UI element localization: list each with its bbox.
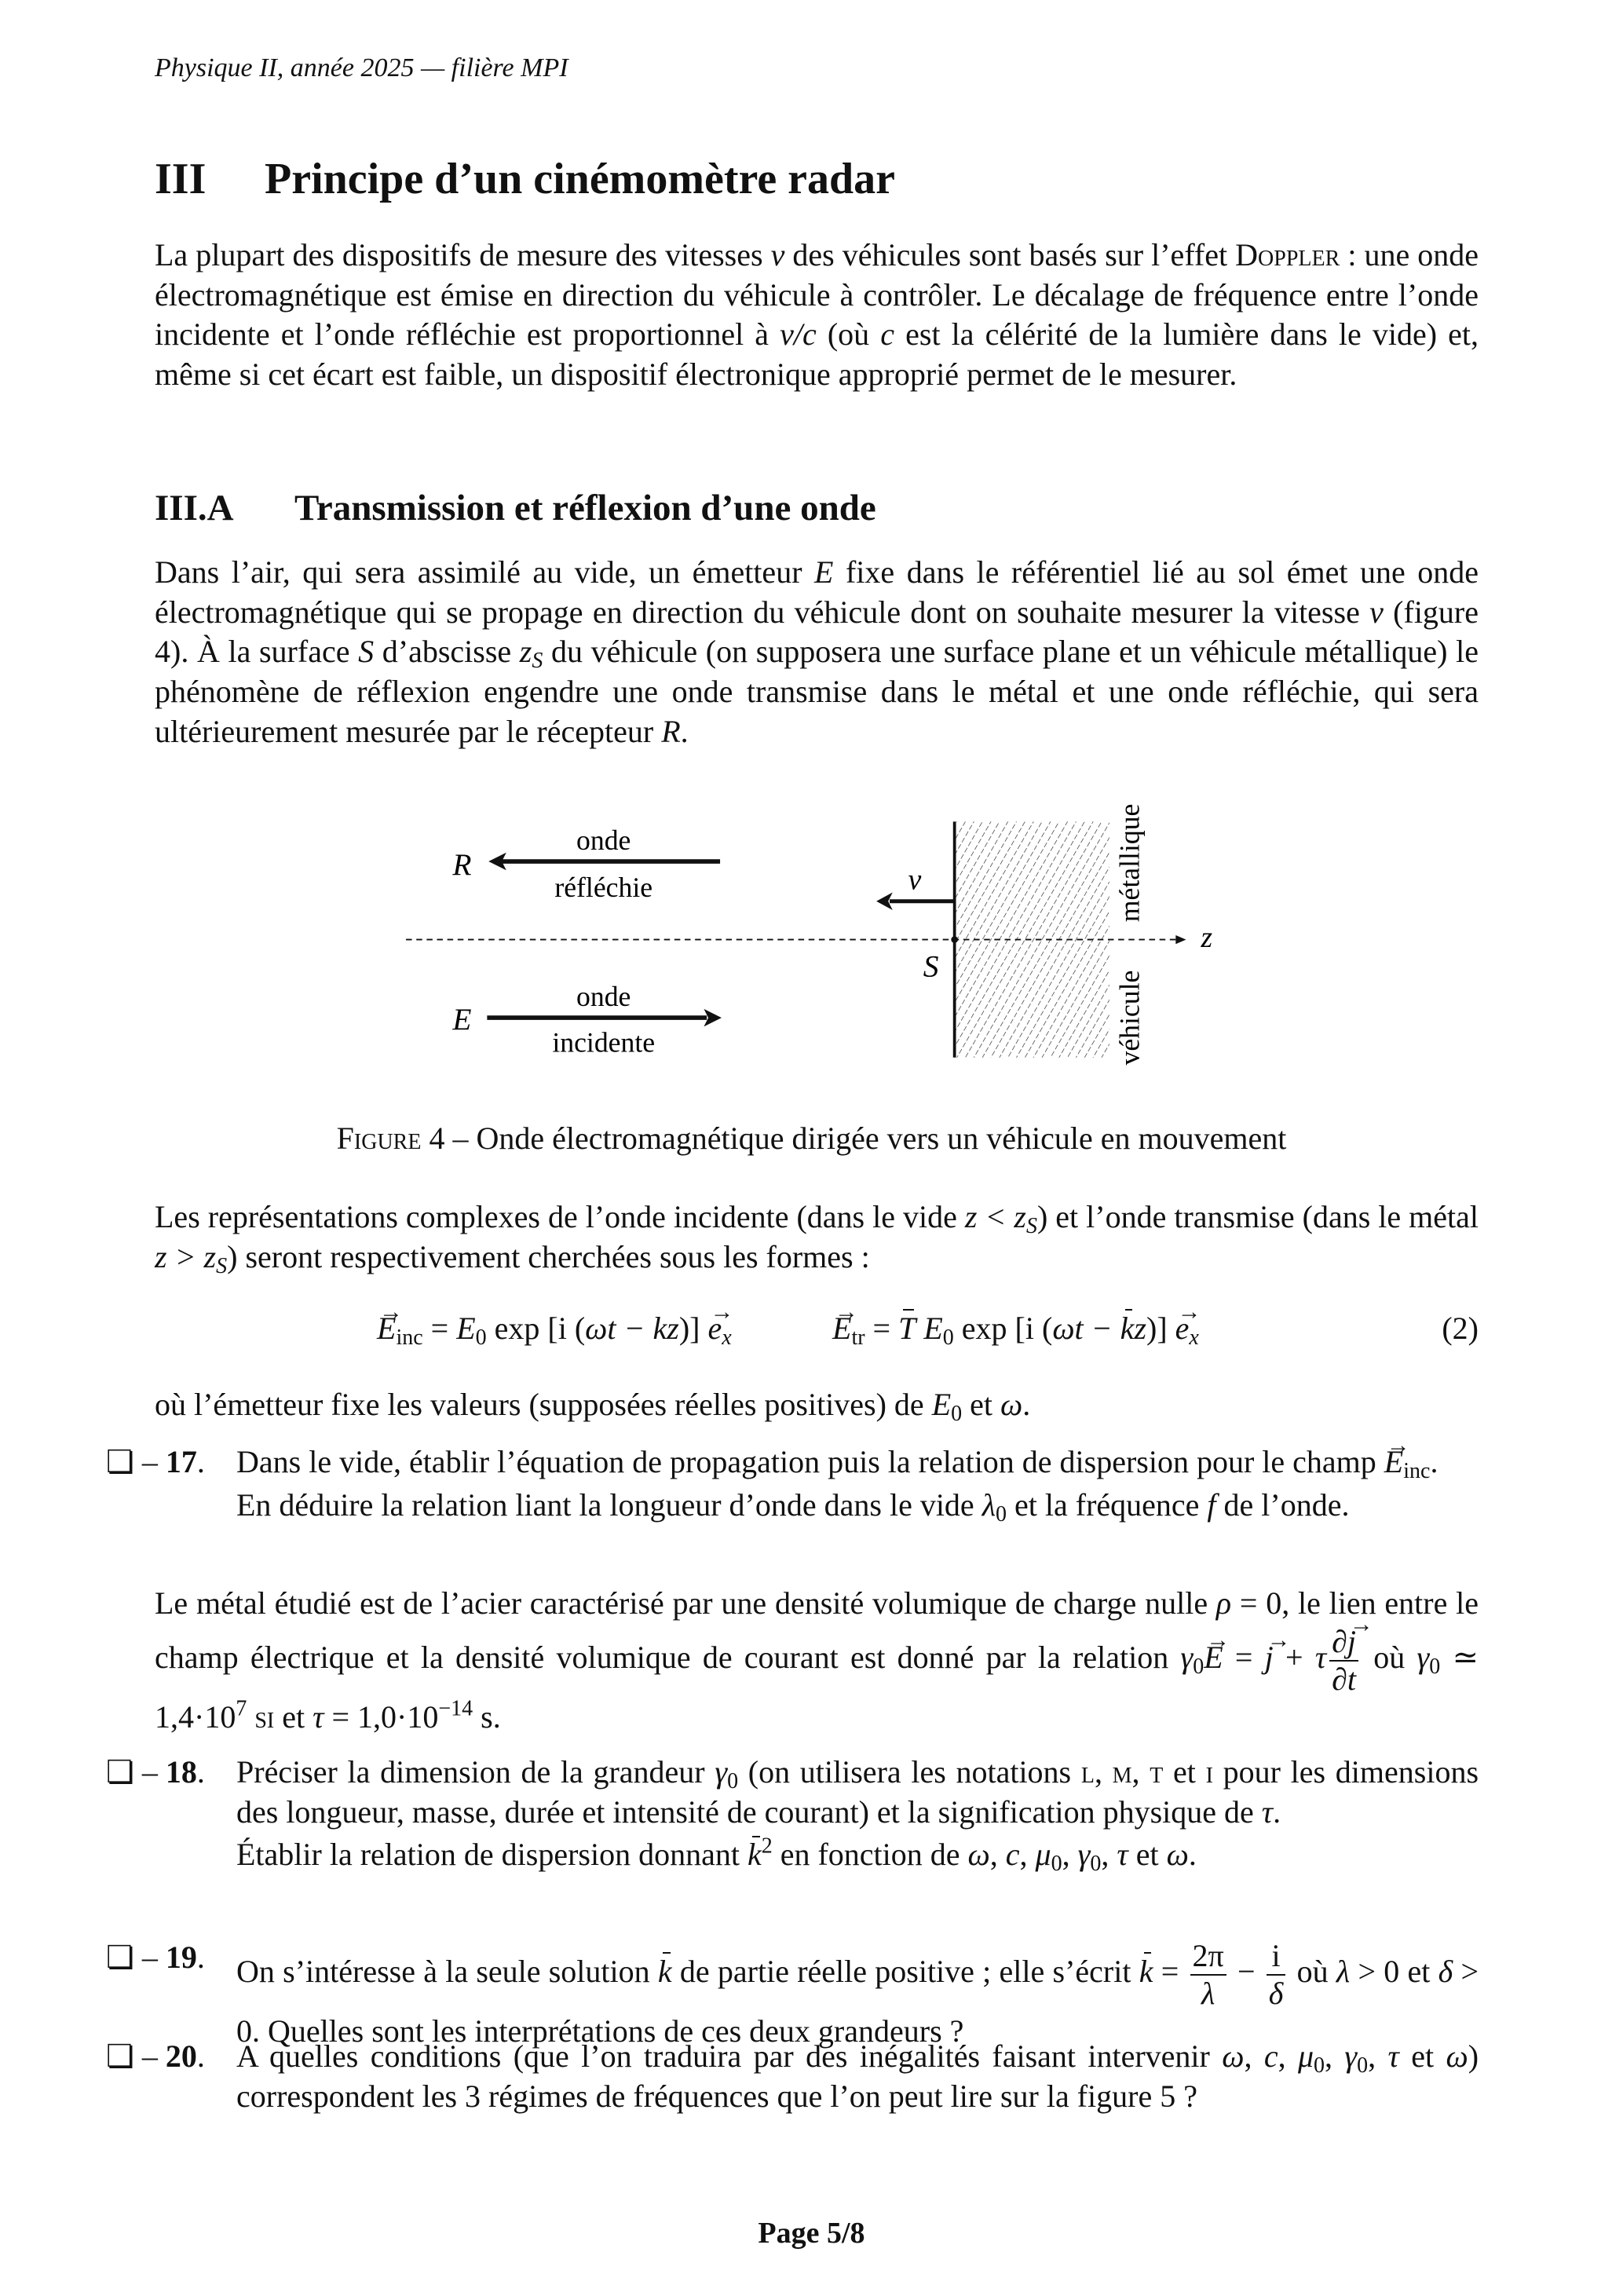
math-m: λ — [1201, 1976, 1215, 2011]
math-m: R — [661, 713, 681, 749]
math-m: τ — [1261, 1793, 1274, 1830]
math-m: ∂ — [1332, 1623, 1347, 1659]
question-dot: . — [196, 1444, 205, 1479]
label-reflected-2: réfléchie — [554, 872, 653, 904]
math-m: ωt − kz — [585, 1311, 679, 1346]
math-vec: → E — [1204, 1642, 1223, 1673]
math-sub: 0 — [1429, 1654, 1441, 1679]
figure-4-diagram — [0, 777, 1623, 1091]
paragraph-emitter: où l’émetteur fixe les valeurs (supposées réelles positives) de $E_0$ et ω. — [155, 1387, 1031, 1426]
math-sup: 7 — [236, 1696, 247, 1721]
equation-transmitted: → $E_{tr} = T$ $E_0$ exp [i (ωt − kz)] → ex — [832, 1310, 1199, 1347]
math-m: τ — [1387, 2038, 1399, 2074]
label-R: R — [452, 846, 472, 882]
math-m: E — [931, 1387, 952, 1422]
math-m: z < z — [964, 1199, 1026, 1234]
math-m: E — [923, 1311, 943, 1346]
math-m: ρ — [1215, 1585, 1232, 1621]
math-m: ω — [967, 1837, 990, 1873]
paragraph-setup: Dans l’air, qui sera assimilé au vide, un émetteur E fixe dans le référentiel lié au sol émet une onde électromagnétique qui se propage en direction du véhicule dont on souhaite mesurer la vitesse v (figure 4). À la surface S d’abscisse zS du véhicule (on supposera une surface plane et un véhicule métallique) le phénomène de réflexion engendre une onde transmise dans le métal et une onde réfléchie, qui sera ultérieurement mesurée par le récepteur R. — [155, 554, 1479, 749]
math-bar: k — [657, 1954, 672, 1990]
math-m: τ — [1314, 1639, 1327, 1675]
math-sc: Doppler — [1235, 237, 1340, 272]
fraction-numerator: i — [1267, 1938, 1286, 1976]
math-vec: → j — [1265, 1642, 1274, 1673]
question-paragraph: Préciser la dimension de la grandeur $\gamma_0$ (on utilisera les notations l, m, t et i pour les dimensions des longueur, masse, durée et intensité de courant) et la signification physique de τ. — [236, 1754, 1479, 1830]
math-m: λ — [1336, 1954, 1351, 1990]
math-sup: 2 — [761, 1834, 773, 1859]
z-axis-arrowhead — [1175, 935, 1186, 944]
math-bar: T — [898, 1311, 916, 1346]
label-E: E — [452, 1002, 472, 1037]
math-sc: m — [1112, 1754, 1132, 1790]
question-label — [106, 1753, 205, 1793]
math-bar: k — [1120, 1311, 1135, 1346]
math-vec: → E — [377, 1313, 396, 1344]
math-m: γ — [1180, 1639, 1193, 1675]
math-m: c — [1005, 1837, 1020, 1873]
fraction-denominator — [1329, 1662, 1358, 1698]
math-frac — [1267, 1938, 1286, 2012]
intro-paragraph: La plupart des dispositifs de mesure des vitesses v des véhicules sont basés sur l’effet Doppler : une onde électromagnétique est émise en direction du véhicule à contrôler. Le décalage de fréquence entre l’onde incidente et l’onde réfléchie est proportionnel à v/c (où c est la célérité de la lumière dans le vide) et, même si cet écart est faible, un dispositif électronique approprié permet de le mesurer. — [155, 237, 1479, 393]
math-m: v — [1369, 594, 1384, 630]
math-vec: → E — [1384, 1446, 1403, 1478]
math-sub: inc — [396, 1325, 423, 1350]
equation-incident: → $E_{inc} = E_0$ exp [i (ωt − kz)] → ex — [377, 1310, 732, 1347]
math-msub: x — [722, 1325, 732, 1350]
math-m: λ — [981, 1486, 996, 1523]
question-number: 17 — [165, 1444, 197, 1479]
math-m: ωt − — [1052, 1311, 1120, 1346]
math-sub: 0 — [1357, 2053, 1369, 2078]
subsection-heading — [155, 487, 876, 529]
label-reflected-1: onde — [576, 824, 631, 857]
label-S: S — [923, 949, 939, 984]
math-m: τ — [1117, 1837, 1128, 1873]
label-v: v — [908, 864, 922, 897]
label-incident-2: incidente — [552, 1026, 656, 1058]
question-body — [236, 2037, 1479, 2116]
label-incident-1: onde — [576, 981, 631, 1013]
section-number: III — [155, 155, 207, 203]
math-vec: → e — [707, 1313, 722, 1344]
question-checkbox-icon[interactable]: ❏ — [106, 2038, 134, 2074]
math-sub: 0 — [951, 1402, 963, 1426]
math-m: v/c — [780, 316, 817, 353]
math-m: δ — [1438, 1954, 1453, 1990]
question-body — [236, 1938, 1479, 2052]
question-dot: . — [196, 1940, 205, 1975]
math-m: z > z — [155, 1238, 217, 1274]
math-vec: → j — [1347, 1626, 1356, 1658]
question-dash: – — [133, 2038, 166, 2074]
math-sub: inc — [1403, 1459, 1431, 1483]
math-vec: → E — [832, 1313, 851, 1344]
question-dot: . — [196, 1754, 205, 1790]
math-msub: x — [1189, 1325, 1199, 1350]
fraction-numerator: 2π — [1190, 1938, 1226, 1976]
math-msub: S — [532, 649, 543, 674]
question-body — [236, 1442, 1479, 1525]
math-sup: −14 — [438, 1696, 473, 1721]
question-body — [236, 1753, 1479, 1875]
question-number: 18 — [165, 1754, 197, 1790]
question-18 — [106, 1753, 1479, 1875]
math-m: ω — [1000, 1387, 1023, 1422]
label-metallique: métallique — [1113, 803, 1146, 923]
math-m: S — [358, 634, 375, 670]
math-m: z — [519, 634, 532, 670]
math-m: γ — [1416, 1639, 1430, 1675]
question-label — [106, 1442, 205, 1483]
question-17 — [106, 1442, 1479, 1525]
fraction-denominator — [1267, 1976, 1286, 2012]
question-dash: – — [133, 1940, 166, 1975]
question-number: 20 — [165, 2038, 197, 2074]
math-m: μ — [1035, 1837, 1051, 1873]
math-m: z — [1134, 1311, 1147, 1346]
equation-number: (2) — [1442, 1311, 1479, 1346]
math-sub: 0 — [1314, 2053, 1325, 2078]
section-title: Principe d’un cinémomètre radar — [265, 155, 896, 203]
math-m: δ — [1268, 1976, 1284, 2011]
math-msub: S — [216, 1253, 228, 1278]
math-m: c — [880, 316, 895, 353]
question-dot: . — [196, 2038, 205, 2074]
math-m: ω — [1446, 2038, 1468, 2074]
math-m: c — [1263, 2038, 1278, 2074]
math-sub: 0 — [1051, 1852, 1062, 1877]
question-paragraph: On s’intéresse à la seule solution k de partie réelle positive ; elle s’écrit k = $\frac{2\pi}{\lambda}$ − $\frac{i}{\delta}$ où λ > 0 et δ > 0. Quelles sont les interprétations de ces deux grandeurs ? — [236, 1938, 1479, 2049]
page-number: Page 5/8 — [758, 2217, 865, 2250]
math-sc: Figure 4 — [336, 1121, 445, 1156]
question-checkbox-icon[interactable]: ❏ — [106, 1444, 134, 1479]
math-frac — [1190, 1938, 1226, 2012]
label-z: z — [1201, 921, 1213, 954]
math-sc: i — [1205, 1754, 1213, 1790]
math-bar: k — [747, 1837, 762, 1873]
math-sub: 0 — [475, 1325, 487, 1350]
question-paragraph: A quelles conditions (que l’on traduira par des inégalités faisant intervenir ω, c, $\mu_0$, $\gamma_0$, τ et ω) correspondent les 3 régimes de fréquences que l’on peut lire sur la figure 5 ? — [236, 2038, 1479, 2114]
math-m: μ — [1297, 2038, 1314, 2074]
subsection-title: Transmission et réflexion d’une onde — [294, 488, 876, 528]
question-number: 19 — [165, 1940, 197, 1975]
math-m: ω — [1222, 2038, 1245, 2074]
question-20 — [106, 2037, 1479, 2116]
math-sc: t — [1150, 1754, 1164, 1790]
math-sub: 0 — [942, 1325, 954, 1350]
math-m: ω — [1166, 1837, 1189, 1873]
label-vehicule: véhicule — [1113, 970, 1146, 1066]
math-m: v — [770, 237, 785, 272]
math-sc: l — [1080, 1754, 1095, 1790]
math-m: E — [814, 554, 834, 590]
math-bar: k — [1139, 1954, 1153, 1990]
figure-caption: Figure 4 – Onde électromagnétique dirigée vers un véhicule en mouvement — [336, 1121, 1287, 1156]
question-checkbox-icon[interactable]: ❏ — [106, 1754, 134, 1790]
math-m: γ — [715, 1754, 728, 1790]
point-S — [951, 936, 958, 943]
math-sub: 0 — [996, 1501, 1007, 1526]
math-sub: tr — [851, 1325, 865, 1350]
math-m: γ — [1077, 1837, 1091, 1873]
math-vec: → e — [1175, 1313, 1190, 1344]
running-header: Physique II, année 2025 — filière MPI — [155, 53, 568, 82]
question-19 — [106, 1938, 1479, 2052]
question-paragraph: En déduire la relation liant la longueur d’onde dans le vide $\lambda_0$ et la fréquence f de l’onde. — [236, 1486, 1350, 1526]
section-heading — [155, 154, 895, 204]
math-m: τ — [313, 1698, 324, 1735]
equation-2 — [155, 1310, 1479, 1357]
paragraph-steel: Le métal étudié est de l’acier caractérisé par une densité volumique de charge nulle ρ = 0, le lien entre le champ électrique et la densité volumique de courant est donné par la relation $\gamma_0\to E$ = → j + τ $\frac{\partial\to j}{\partial t}$ où $\gamma_0$ ≃ $1,4\cdot 10^7$ si et $\tau = 1,0\cdot 10^{-14}$ s. — [155, 1584, 1479, 1737]
question-dash: – — [133, 1754, 166, 1790]
question-checkbox-icon[interactable]: ❏ — [106, 1940, 134, 1975]
math-sub: 0 — [1090, 1852, 1102, 1877]
question-label — [106, 1938, 205, 1978]
fraction-numerator — [1329, 1624, 1358, 1662]
math-sub: 0 — [727, 1769, 739, 1793]
math-m: γ — [1344, 2038, 1358, 2074]
math-m: ∂t — [1332, 1661, 1357, 1697]
math-m: E — [456, 1311, 476, 1346]
math-sub: 0 — [1193, 1654, 1204, 1679]
question-label — [106, 2037, 205, 2077]
math-msub: S — [1025, 1214, 1037, 1238]
subsection-number: III.A — [155, 488, 234, 528]
question-paragraph: Établir la relation de dispersion donnant $k^2$ en fonction de ω, c, $\mu_0$, $\gamma_0$, τ et ω. — [236, 1834, 1197, 1877]
fraction-denominator — [1190, 1976, 1226, 2012]
math-frac — [1329, 1624, 1358, 1698]
math-m: f — [1207, 1486, 1216, 1523]
math-sc: si — [254, 1698, 275, 1735]
question-paragraph: Dans le vide, établir l’équation de propagation puis la relation de dispersion pour le champ → $E_{inc}$. — [236, 1442, 1479, 1483]
question-dash: – — [133, 1444, 166, 1479]
paragraph-complex-forms: Les représentations complexes de l’onde incidente (dans le vide z < zS) et l’onde transmise (dans le métal z > zS) seront respectivement cherchées sous les formes : — [155, 1199, 1479, 1278]
